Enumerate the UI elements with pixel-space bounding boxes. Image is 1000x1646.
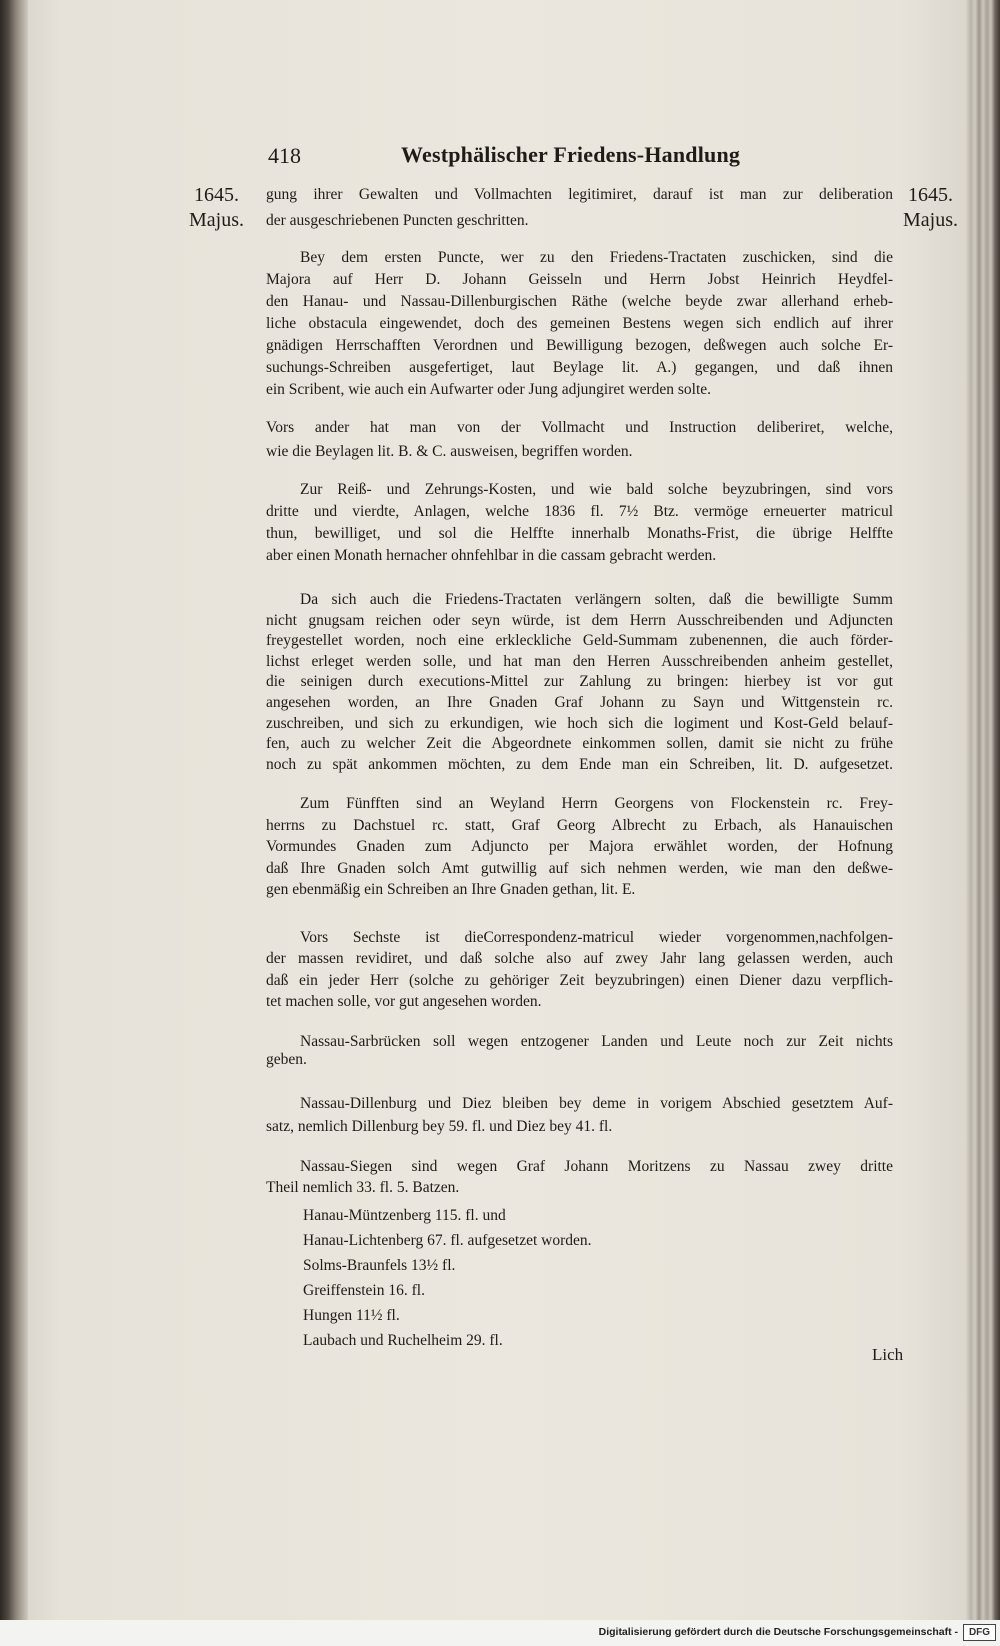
text-line: ein Scribent, wie auch ein Aufwarter oder Jung adjungiret werden solte. xyxy=(266,381,712,398)
list-item: Hanau-Müntzenberg 115. fl. und xyxy=(303,1207,506,1224)
text-line: thun, bewilliget, und sol die Helffte innerhalb Monaths-Frist, die übrige Helffte xyxy=(266,525,893,542)
text-line: Zur Reiß- und Zehrungs-Kosten, und wie bald solche beyzubringen, sind vors xyxy=(300,481,893,498)
text-line: wie die Beylagen lit. B. & C. ausweisen, begriffen worden. xyxy=(266,443,633,460)
margin-year-right: 1645. xyxy=(908,184,953,206)
text-line: satz, nemlich Dillenburg bey 59. fl. und Diez bey 41. fl. xyxy=(266,1118,613,1135)
text-line: den Hanau- und Nassau-Dillenburgischen Räthe (welche beyde zwar allerhand erheb- xyxy=(266,293,893,310)
paragraph xyxy=(266,479,893,567)
text-line: der ausgeschriebenen Puncten geschritten. xyxy=(266,212,529,229)
margin-month-right: Majus. xyxy=(903,209,958,231)
book-gutter-shadow xyxy=(0,0,28,1620)
text-line: Da sich auch die Friedens-Tractaten verlängern solten, daß die bewilligte Summ xyxy=(300,591,893,608)
text-line: Nassau-Sarbrücken soll wegen entzogener Landen und Leute noch zur Zeit nichts xyxy=(300,1033,893,1050)
text-line: Vormundes Gnaden zum Adjuncto per Majora erwählet worden, der Hofnung xyxy=(266,838,893,855)
funding-credit: Digitalisierung gefördert durch die Deutsche Forschungsgemeinschaft - xyxy=(598,1626,958,1638)
text-line: liche obstacula eingewendet, doch des gemeinen Bestens wegen sich endlich auf ihrer xyxy=(266,315,893,332)
text-line: noch zu spät ankommen möchten, zu dem Ende man ein Schreiben, lit. D. aufgesetzet. xyxy=(266,755,893,773)
list-item: Solms-Braunfels 13½ fl. xyxy=(303,1257,456,1274)
text-line: Zum Fünfften sind an Weyland Herrn Georgens von Flockenstein rc. Frey- xyxy=(300,795,893,812)
text-line: Bey dem ersten Puncte, wer zu den Friedens-Tractaten zuschicken, sind die xyxy=(300,249,893,266)
margin-year-left: 1645. xyxy=(194,184,239,206)
text-line: herrns zu Dachstuel rc. statt, Graf Georg Albrecht zu Erbach, als Hanauischen xyxy=(266,816,893,834)
text-line: gen ebenmäßig ein Schreiben an Ihre Gnaden gethan, lit. E. xyxy=(266,881,636,898)
running-title: Westphälischer Friedens-Handlung xyxy=(401,142,741,167)
dfg-logo-icon: DFG xyxy=(963,1624,996,1641)
list-item: Laubach und Ruchelheim 29. fl. xyxy=(303,1332,503,1349)
paragraph xyxy=(266,1092,893,1138)
page-edges xyxy=(966,0,1000,1620)
text-line: daß ein jeder Herr (solche zu gehöriger Zeit beyzubringen) einen Diener dazu verpflich- xyxy=(266,971,893,989)
text-line: tet machen solle, vor gut angesehen worden. xyxy=(266,992,542,1010)
text-line: freygestellet worden, noch eine erkleckliche Geld-Summam zubenennen, die auch förder- xyxy=(266,632,893,650)
text-line: suchungs-Schreiben ausgefertiget, laut Beylage lit. A.) gegangen, und daß ihnen xyxy=(266,359,893,376)
paragraph xyxy=(266,1033,893,1069)
text-line: gung ihrer Gewalten und Vollmachten legitimiret, darauf ist man zur deliberation xyxy=(266,186,893,203)
text-line: Majora auf Herr D. Johann Geisseln und Herrn Jobst Heinrich Heydfel- xyxy=(266,271,893,288)
text-line: nicht gnugsam reichen oder seyn würde, ist dem Herrn Ausschreibenden und Adjuncten xyxy=(266,611,893,629)
list-item: Hanau-Lichtenberg 67. fl. aufgesetzet worden. xyxy=(303,1232,592,1249)
text-line: der massen revidiret, und daß solche also auf zwey Jahr lang gelassen werden, auch xyxy=(266,950,893,968)
paragraph xyxy=(266,793,893,901)
text-line: lichst erleget werden solle, und hat man den Herren Ausschreibenden anheim gestellet, xyxy=(266,652,893,670)
paragraph xyxy=(266,590,893,775)
text-line: gnädigen Herrschafften Verordnen und Bewilligung bezogen, deßwegen auch solche Er- xyxy=(266,337,893,354)
contribution-list xyxy=(303,1203,863,1353)
text-line: Nassau-Dillenburg und Diez bleiben bey deme in vorigem Abschied gesetztem Auf- xyxy=(300,1095,893,1112)
catchword: Lich xyxy=(872,1345,904,1364)
text-line: aber einen Monath hernacher ohnfehlbar in die cassam gebracht werden. xyxy=(266,547,717,564)
text-line: daß Ihre Gnaden solch Amt gutwillig auf sich nehmen werden, wie man den deßwe- xyxy=(266,859,893,877)
text-line: dritte und vierdte, Anlagen, welche 1836 fl. 7½ Btz. vermöge erneuerter matricul xyxy=(266,503,893,520)
text-line: zuschreiben, und sich zu erkundigen, wie hoch sich die logiment und Kost-Geld belauf- xyxy=(266,714,893,732)
text-line: die seinigen durch executions-Mittel zur Zahlung zu bringen: hierbey ist vor gut xyxy=(266,673,893,691)
margin-month-left: Majus. xyxy=(189,209,244,231)
text-line: Theil nemlich 33. fl. 5. Batzen. xyxy=(266,1179,460,1196)
paragraph xyxy=(266,416,893,464)
text-line: geben. xyxy=(266,1051,307,1068)
paragraph xyxy=(266,247,893,401)
list-item: Hungen 11½ fl. xyxy=(303,1307,400,1324)
paragraph xyxy=(266,927,893,1012)
digitization-footer xyxy=(0,1620,1000,1646)
text-line: Vors ander hat man von der Vollmacht und Instruction deliberiret, welche, xyxy=(266,419,893,436)
text-line: Nassau-Siegen sind wegen Graf Johann Moritzens zu Nassau zwey dritte xyxy=(300,1158,893,1175)
paragraph xyxy=(266,1156,893,1198)
paragraph xyxy=(266,182,893,234)
page-number: 418 xyxy=(268,143,301,168)
list-item: Greiffenstein 16. fl. xyxy=(303,1282,425,1299)
text-line: fen, auch zu welcher Zeit die Abgeordnete einkommen sollen, damit sie nicht zu frühe xyxy=(266,735,893,753)
text-line: Vors Sechste ist dieCorrespondenz-matricul wieder vorgenommen,nachfolgen- xyxy=(300,929,893,946)
text-line: angesehen worden, an Ihre Gnaden Graf Johann zu Sayn und Wittgenstein rc. xyxy=(266,693,893,711)
